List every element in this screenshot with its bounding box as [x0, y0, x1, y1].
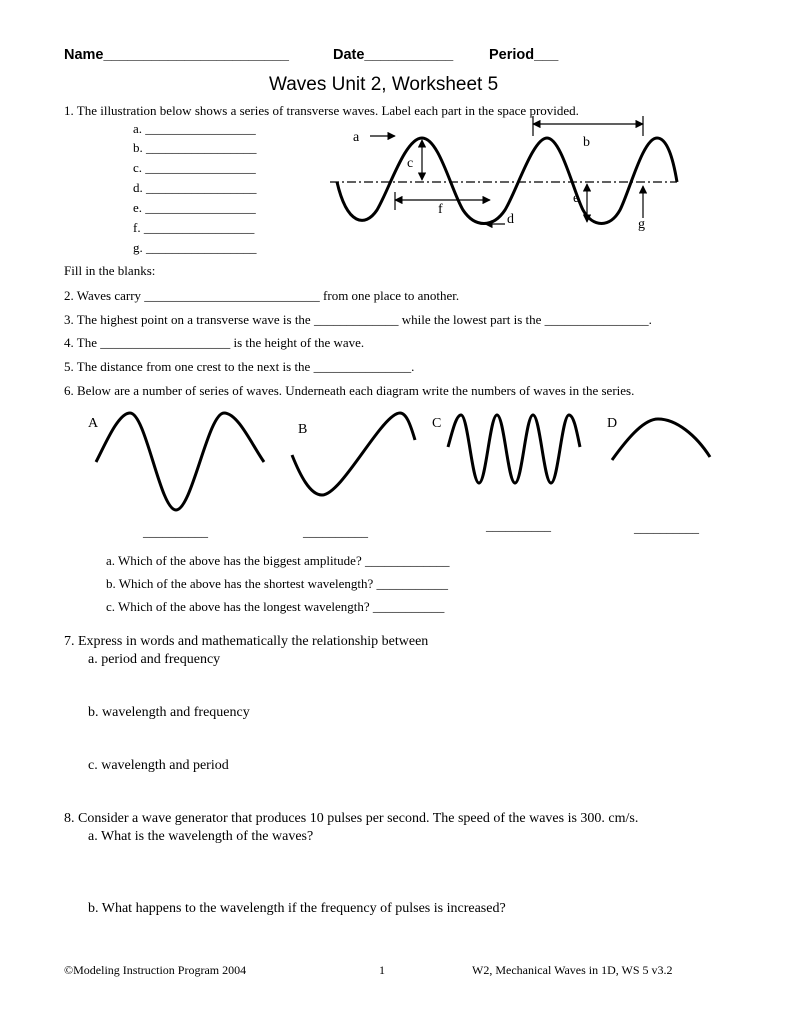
q1-blank-c: c. _________________ [133, 160, 256, 175]
q7-intro: 7. Express in words and mathematically the relationship between [64, 634, 429, 649]
wave-d [612, 419, 710, 460]
worksheet-title: Waves Unit 2, Worksheet 5 [269, 74, 499, 95]
q1-blank-e: e. _________________ [133, 200, 256, 215]
q6-text: 6. Below are a number of series of waves. Underneath each diagram write the numbers of waves in the series. [64, 383, 635, 398]
q6c-text: c. Which of the above has the longest wavelength? ___________ [106, 599, 445, 614]
q1-blank-g: g. _________________ [133, 240, 257, 255]
wave-c [448, 415, 580, 483]
q1-text: 1. The illustration below shows a series of transverse waves. Label each part in the space provided. [64, 103, 579, 118]
period-field: Period___ [489, 47, 559, 63]
date-field: Date___________ [333, 47, 454, 63]
q1-blank-b: b. _________________ [133, 140, 257, 155]
q1-blank-f: f. _________________ [133, 220, 255, 235]
q7c-text: c. wavelength and period [88, 758, 229, 773]
wave-c-blank: __________ [486, 518, 551, 533]
q6a-text: a. Which of the above has the biggest amplitude? _____________ [106, 553, 450, 568]
diagram-label-d: d [507, 212, 514, 227]
wave-a [96, 413, 264, 510]
wave-a-blank: __________ [143, 524, 208, 539]
q7b-text: b. wavelength and frequency [88, 705, 250, 720]
wave-label-a: A [88, 416, 99, 431]
wave-label-d: D [607, 416, 618, 431]
fill-in-heading: Fill in the blanks: [64, 263, 156, 278]
wave-curve [337, 138, 677, 224]
footer-doc-id: W2, Mechanical Waves in 1D, WS 5 v3.2 [472, 963, 673, 977]
q3-text: 3. The highest point on a transverse wave is the _____________ while the lowest part is the ________________. [64, 312, 652, 327]
diagram-label-e: e [573, 191, 580, 206]
diagram-label-f: f [438, 202, 443, 217]
wave-b-blank: __________ [303, 524, 368, 539]
diagram-label-g: g [638, 217, 645, 232]
q5-text: 5. The distance from one crest to the next is the _______________. [64, 359, 415, 374]
wave-b [292, 413, 415, 495]
q1-blank-d: d. _________________ [133, 180, 257, 195]
q1-blank-a: a. _________________ [133, 121, 256, 136]
transverse-wave-diagram [325, 110, 685, 245]
wave-d-blank: __________ [634, 520, 699, 535]
diagram-label-a: a [353, 130, 360, 145]
footer-page-number: 1 [379, 963, 385, 977]
wave-label-c: C [432, 416, 442, 431]
q2-text: 2. Waves carry ___________________________ from one place to another. [64, 288, 460, 303]
name-field: Name_______________________ [64, 47, 289, 63]
q6b-text: b. Which of the above has the shortest wavelength? ___________ [106, 576, 449, 591]
footer-copyright: ©Modeling Instruction Program 2004 [64, 963, 247, 977]
q7a-text: a. period and frequency [88, 652, 221, 667]
q8a-text: a. What is the wavelength of the waves? [88, 829, 314, 844]
diagram-label-c: c [407, 156, 414, 171]
q8b-text: b. What happens to the wavelength if the frequency of pulses is increased? [88, 901, 506, 916]
q8-intro: 8. Consider a wave generator that produces 10 pulses per second. The speed of the waves is 300. cm/s. [64, 811, 639, 826]
wave-label-b: B [298, 422, 308, 437]
q4-text: 4. The ____________________ is the height of the wave. [64, 335, 365, 350]
diagram-label-b: b [583, 135, 590, 150]
